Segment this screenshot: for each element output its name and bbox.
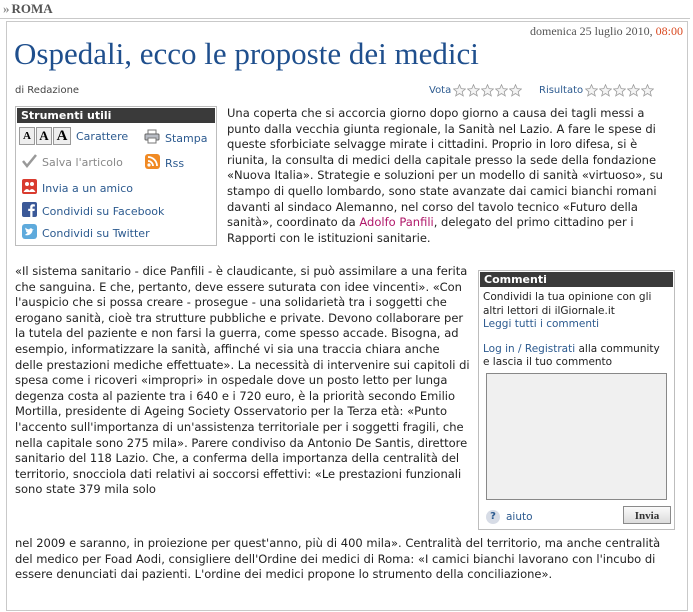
twitter-label: Condividi su Twitter: [42, 226, 150, 240]
date-time: 08:00: [655, 24, 683, 38]
article-p1-end: , delegato del primo cittadino per i Rapporti con le istituzioni sanitarie.: [227, 215, 634, 245]
twitter-icon: [22, 224, 37, 242]
article-p1-start: Una coperta che si accorcia giorno dopo giorno a causa dei tagli messi a punto dalla vecchia giunta regionale, la Sanità nel Lazio. A fare le spese di queste sforbiciate selvagge mirate i cittadini. Proprio in loro difesa, si è riunita, la consulta di medici della capitale presso la sede della fondazione «Nuova Italia». Strategie e soluzioni per un modello di sanità «virtuoso», su stampo di quello lombardo, sono state avanzate dai camici bianchi romani davanti al sindaco Alemanno, nel corso del tavolo tecnico «Futuro della sanità», coordinato da: [227, 106, 663, 230]
star-icon: [627, 84, 640, 97]
read-all-comments-link[interactable]: Leggi tutti i commenti: [483, 318, 600, 330]
vote-rating[interactable]: [429, 84, 523, 97]
comments-title: Commenti: [480, 272, 673, 287]
send-to-friend-button[interactable]: [22, 179, 133, 197]
star-icon[interactable]: [481, 84, 494, 97]
article-body: [15, 264, 470, 498]
send-comment-button[interactable]: Invia: [623, 506, 671, 524]
article-intro: [227, 106, 677, 246]
author-link[interactable]: Adolfo Panfili: [359, 215, 434, 230]
register-link[interactable]: Registrati: [524, 342, 576, 355]
vote-label: Vota: [429, 85, 452, 96]
star-icon[interactable]: [467, 84, 480, 97]
rss-label: Rss: [165, 156, 185, 170]
star-icon: [599, 84, 612, 97]
friends-icon: [22, 179, 37, 197]
star-icon: [641, 84, 654, 97]
facebook-label: Condividi su Facebook: [42, 204, 165, 218]
star-icon[interactable]: [495, 84, 508, 97]
login-line: [483, 343, 669, 370]
result-stars: [585, 84, 655, 97]
article-paragraph-1: [227, 106, 677, 246]
result-label: Risultato: [539, 85, 584, 96]
comment-textarea[interactable]: [486, 373, 667, 500]
login-hint: alla community e lascia il tuo commento: [483, 342, 660, 368]
section-bar: [0, 0, 690, 19]
check-icon: [22, 154, 37, 171]
article-paragraph-2: «Il sistema sanitario - dice Panfili - è claudicante, si può assimilare a una ferita che sanguina. E che, pertanto, deve essere suturata con idee vincenti». «Con l'auspicio che si possa creare - prosegue - una solidarietà tra i soggetti che erogano sanità, cioè tra strutture pubbliche e private. Devono collaborare per la tutela del paziente e non farsi la guerra, come spesso accade. Bisogna, ad esempio, informatizzare la sanità, affinché vi sia una traccia chiara anche delle prestazioni mediche effettuate». La necessità di intervenire sui capitoli di spesa come i ricoveri «impropri» in ospedale dove un posto letto per lunga degenza costa al paziente tra i 640 e i 720 euro, è la priorità secondo Emilio Mortilla, presidente di Ageing Society Osservatorio per la Terza età: «Punto l'accento sull'importanza di un'assistenza territoriale per i soggetti fragili, che nella capitale sono 275 mila». Parere condiviso da Antonio De Santis, direttore sanitario del 118 Lazio. Che, a conferma della importanza della centralità del territorio, snocciola dati relativi ai soccorsi effettivi: «Le prestazioni funzionali sono state 379 mila solo: [15, 264, 470, 497]
font-size-control[interactable]: [19, 127, 128, 145]
star-icon: [585, 84, 598, 97]
font-small-button[interactable]: A: [19, 127, 35, 145]
help-label: aiuto: [506, 511, 533, 523]
login-separator: /: [514, 342, 525, 355]
tools-title: Strumenti utili: [17, 108, 215, 123]
carattere-label: Carattere: [76, 129, 129, 143]
breadcrumb-arrow-icon: »: [3, 1, 10, 16]
page-title: Ospedali, ecco le proposte dei medici: [14, 36, 479, 71]
star-icon[interactable]: [453, 84, 466, 97]
result-rating: [539, 84, 655, 97]
help-icon: ?: [486, 510, 500, 524]
facebook-share-button[interactable]: [22, 202, 164, 220]
print-button[interactable]: [144, 129, 207, 147]
send-to-friend-label: Invia a un amico: [42, 181, 133, 195]
font-large-button[interactable]: A: [53, 127, 71, 145]
print-label: Stampa: [165, 131, 208, 145]
article-body-bottom: [15, 536, 675, 583]
tools-panel: [15, 106, 217, 246]
vote-stars[interactable]: [453, 84, 523, 97]
rss-icon: [145, 154, 160, 172]
printer-icon: [144, 129, 160, 147]
article-date: [530, 24, 683, 39]
star-icon: [613, 84, 626, 97]
facebook-icon: [22, 202, 37, 220]
help-link[interactable]: [486, 510, 533, 524]
byline: di Redazione: [15, 85, 80, 96]
star-icon[interactable]: [509, 84, 522, 97]
article-paragraph-3: nel 2009 e saranno, in proiezione per quest'anno, più di 400 mila». Centralità del territorio, ma anche centralità del medico per Foad Aodi, consigliere dell'Ordine dei medici di Roma: «I camici bianchi lavorano con l'incubo di essere denunciati dai pazienti. L'ordine dei medici propone lo strumento della conciliazione».: [15, 536, 661, 582]
section-label[interactable]: ROMA: [11, 1, 53, 16]
font-size-buttons[interactable]: [19, 127, 71, 145]
login-link[interactable]: Log in: [483, 342, 515, 355]
comments-text: [483, 291, 669, 370]
date-day: domenica 25 luglio 2010,: [530, 24, 653, 38]
twitter-share-button[interactable]: [22, 224, 150, 242]
comments-panel: [478, 270, 675, 530]
save-article-button[interactable]: [22, 154, 123, 171]
save-article-label: Salva l'articolo: [42, 156, 123, 169]
comments-share-text: Condividi la tua opinione con gli altri lettori di ilGiornale.it: [483, 291, 652, 317]
font-medium-button[interactable]: A: [36, 127, 52, 145]
rss-button[interactable]: [145, 154, 184, 172]
